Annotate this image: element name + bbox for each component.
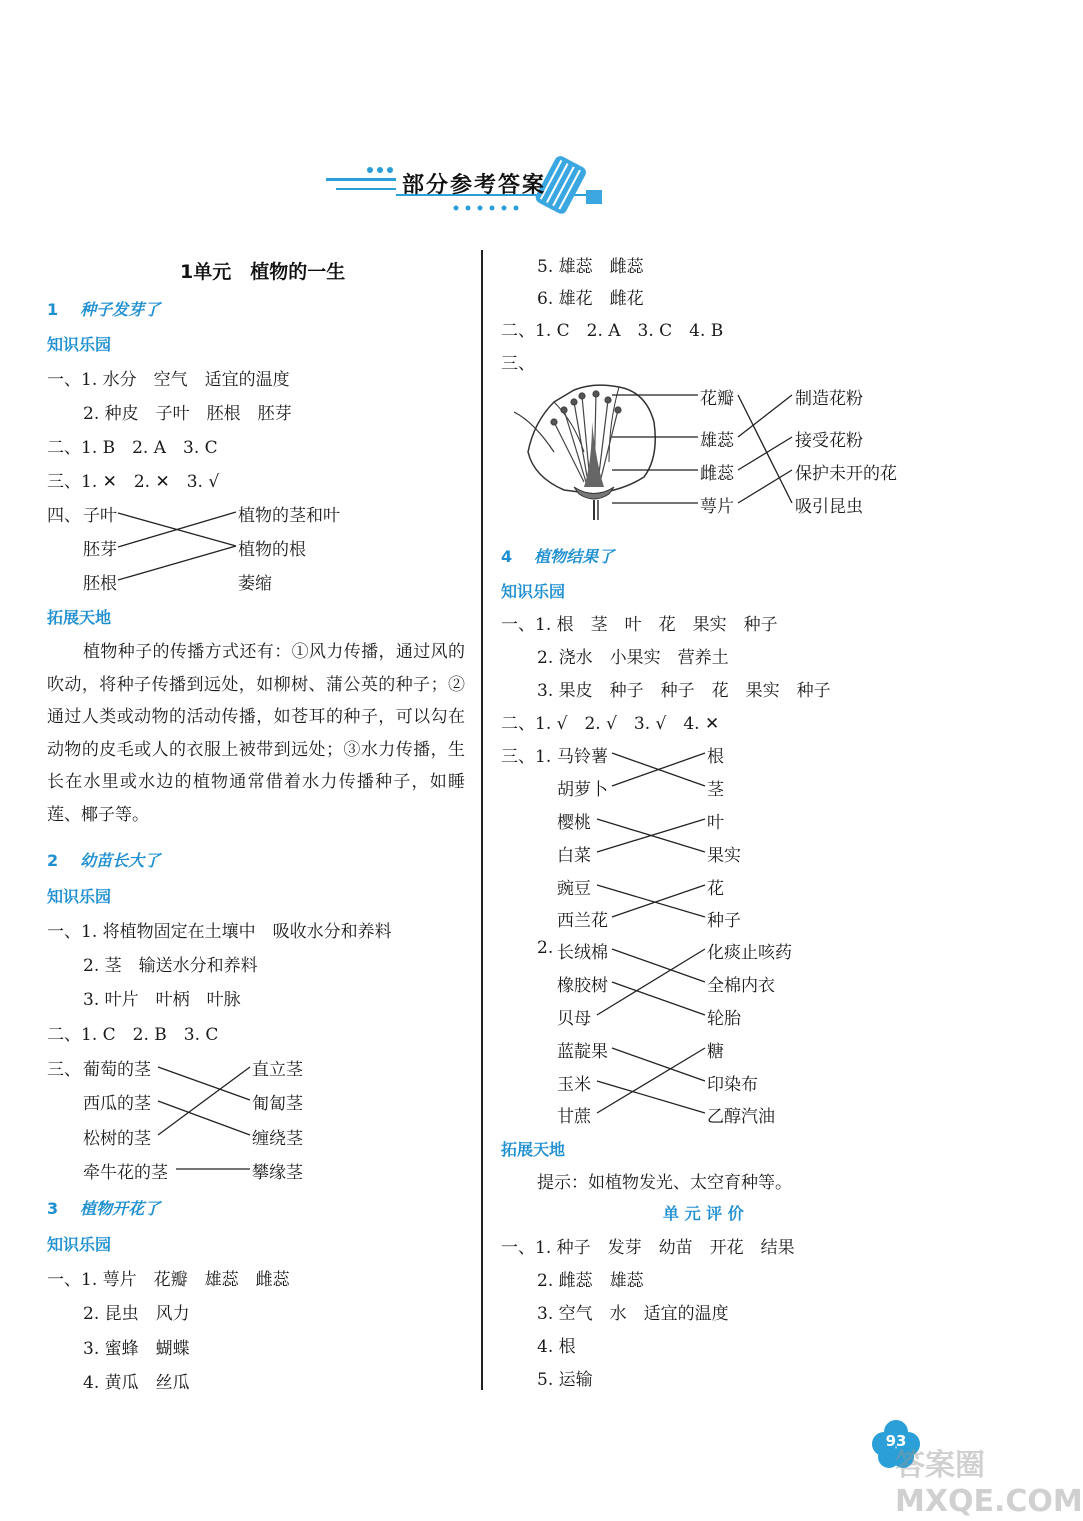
lesson-number: 4	[501, 547, 513, 566]
answer-line: 4. 根	[537, 1337, 576, 1357]
connector-line	[597, 1048, 705, 1113]
answer-line: 三、	[501, 354, 535, 374]
match-left-item: 马铃薯	[557, 747, 608, 767]
answer-line: 2. 茎 输送水分和养料	[83, 956, 258, 976]
match-left-item: 豌豆	[557, 879, 591, 899]
flower-function-label: 保护未开的花	[795, 464, 897, 484]
answer-line: 2. 昆虫 风力	[83, 1304, 190, 1324]
connector-line	[738, 395, 792, 503]
lesson-title-4	[501, 544, 614, 567]
match-right-item: 花	[707, 879, 724, 899]
answer-line: 一、1. 水分 空气 适宜的温度	[47, 370, 290, 390]
unit-title: 1单元 植物的一生	[180, 261, 346, 283]
match-left-item: 玉米	[557, 1075, 591, 1095]
answer-line: 3. 叶片 叶柄 叶脉	[83, 990, 241, 1010]
answer-line: 5. 雄蕊 雌蕊	[537, 257, 644, 277]
lesson-title-1	[47, 297, 160, 320]
section-title: 知识乐园	[47, 335, 112, 354]
match-right-item: 印染布	[707, 1075, 758, 1095]
connector-line	[597, 949, 705, 1015]
answer-line: 二、1. B 2. A 3. C	[47, 438, 218, 458]
match-left-item: 长绒棉	[557, 943, 608, 963]
match-prefix: 2.	[537, 938, 554, 958]
match-prefix: 三、	[47, 1060, 81, 1080]
match-right-item: 化痰止咳药	[707, 943, 792, 963]
connector-line	[612, 949, 705, 982]
match-right-item: 植物的根	[238, 540, 306, 560]
answer-line: 二、1. C 2. B 3. C	[47, 1025, 219, 1045]
answer-line: 一、1. 萼片 花瓣 雄蕊 雌蕊	[47, 1270, 290, 1290]
match-left-item: 胚根	[83, 574, 117, 594]
match-right-item: 根	[707, 747, 724, 767]
answer-line: 3. 空气 水 适宜的温度	[537, 1304, 729, 1324]
evaluation-title: 单 元 评 价	[663, 1204, 744, 1223]
answer-line: 一、1. 将植物固定在土壤中 吸收水分和养料	[47, 922, 392, 942]
match-left-item: 松树的茎	[83, 1129, 151, 1149]
connector-line	[597, 1081, 705, 1113]
lesson-name: 植物结果了	[534, 547, 615, 566]
match-right-item: 种子	[707, 911, 741, 931]
lesson-number: 1	[47, 300, 59, 319]
flower-part-label: 萼片	[700, 497, 734, 517]
answer-line: 二、1. C 2. A 3. C 4. B	[501, 321, 724, 341]
lesson-name: 植物开花了	[80, 1199, 161, 1218]
match-left-item: 西兰花	[557, 911, 608, 931]
flower-part-label: 雄蕊	[700, 431, 734, 451]
lesson-title-3	[47, 1196, 160, 1219]
lesson-name: 幼苗长大了	[80, 851, 161, 870]
match-left-item: 胚芽	[83, 540, 117, 560]
match-left-item: 牵牛花的茎	[83, 1163, 168, 1183]
connector-line	[612, 982, 705, 1015]
connector-line	[597, 885, 705, 917]
match-right-item: 攀缘茎	[252, 1163, 303, 1183]
connector-line	[118, 513, 236, 546]
section-title: 拓展天地	[47, 608, 112, 627]
answer-line: 一、1. 根 茎 叶 花 果实 种子	[501, 615, 778, 635]
watermark-text: 答案圈 MXQE.COM	[895, 1448, 1083, 1519]
answer-line: 2. 种皮 子叶 胚根 胚芽	[83, 404, 292, 424]
match-right-item: 果实	[707, 846, 741, 866]
connector-line	[158, 1067, 250, 1135]
column-divider	[481, 250, 483, 1390]
flower-function-label: 吸引昆虫	[795, 497, 863, 517]
match-right-item: 糖	[707, 1042, 724, 1062]
lesson-name: 种子发芽了	[80, 300, 161, 319]
page-header	[326, 150, 666, 222]
match-left-item: 蓝靛果	[557, 1042, 608, 1062]
match-left-item: 白菜	[557, 846, 591, 866]
match-left-item: 葡萄的茎	[83, 1060, 151, 1080]
connector-line	[158, 1067, 250, 1100]
match-right-item: 全棉内衣	[707, 976, 775, 996]
answer-line: 4. 黄瓜 丝瓜	[83, 1373, 190, 1393]
answer-line: 3. 果皮 种子 种子 花 果实 种子	[537, 681, 831, 701]
section-title: 拓展天地	[501, 1140, 566, 1159]
extension-paragraph: 植物种子的传播方式还有：①风力传播，通过风的吹动，将种子传播到远处，如柳树、蒲公英的种子；②通过人类或动物的活动传播，如苍耳的种子，可以勾在动物的皮毛或人的衣服上被带到远处；③水力传播，生长在水里或水边的植物通常借着水力传播种子，如睡莲、椰子等。	[47, 642, 465, 825]
section-title: 知识乐园	[501, 582, 566, 601]
match-left-item: 樱桃	[557, 813, 591, 833]
lesson-number: 3	[47, 1199, 59, 1218]
match-left-item: 西瓜的茎	[83, 1094, 151, 1114]
match-right-item: 萎缩	[238, 574, 272, 594]
connector-line	[597, 819, 705, 852]
flower-part-label: 雌蕊	[700, 464, 734, 484]
match-right-item: 直立茎	[252, 1060, 303, 1080]
match-right-item: 轮胎	[707, 1009, 741, 1029]
answer-line: 2. 雌蕊 雄蕊	[537, 1271, 644, 1291]
connector-line	[597, 819, 705, 852]
flower-function-label: 接受花粉	[795, 431, 863, 451]
connector-line	[612, 885, 705, 917]
connector-line	[158, 1101, 250, 1135]
flower-function-label: 制造花粉	[795, 389, 863, 409]
match-right-item: 缠绕茎	[252, 1129, 303, 1149]
watermark	[895, 1440, 1083, 1519]
match-left-item: 橡胶树	[557, 976, 608, 996]
match-right-item: 匍匐茎	[252, 1094, 303, 1114]
section-title: 知识乐园	[47, 887, 112, 906]
match-left-item: 甘蔗	[557, 1107, 591, 1127]
answer-line: 2. 浇水 小果实 营养土	[537, 648, 729, 668]
lesson-number: 2	[47, 851, 59, 870]
connector-line	[738, 437, 792, 470]
connector-line	[738, 395, 792, 437]
match-right-item: 叶	[707, 813, 724, 833]
match-prefix: 三、1.	[501, 747, 552, 767]
connector-line	[118, 512, 236, 547]
answer-line: 6. 雄花 雌花	[537, 289, 644, 309]
lesson-title-2	[47, 848, 160, 871]
connector-line	[118, 546, 236, 580]
match-left-item: 子叶	[83, 506, 117, 526]
match-left-item: 胡萝卜	[557, 780, 608, 800]
answer-line: 三、1. ✕ 2. ✕ 3. √	[47, 472, 220, 492]
connector-line	[612, 1048, 705, 1081]
connector-line	[612, 753, 705, 786]
answer-line: 一、1. 种子 发芽 幼苗 开花 结果	[501, 1238, 795, 1258]
hint-line: 提示：如植物发光、太空育种等。	[537, 1173, 792, 1193]
answer-line: 5. 运输	[537, 1370, 593, 1390]
match-left-item: 贝母	[557, 1009, 591, 1029]
connector-line	[738, 470, 792, 503]
page-title: 部分参考答案	[402, 173, 547, 198]
match-right-item: 植物的茎和叶	[238, 506, 340, 526]
flower-part-label: 花瓣	[700, 389, 734, 409]
connector-line	[612, 753, 705, 786]
page-number: 93	[885, 1432, 907, 1450]
match-right-item: 乙醇汽油	[707, 1107, 775, 1127]
flower-diagram-icon	[514, 382, 674, 522]
answer-line: 二、1. √ 2. √ 3. √ 4. ✕	[501, 714, 720, 734]
match-right-item: 茎	[707, 780, 724, 800]
answer-line: 3. 蜜蜂 蝴蝶	[83, 1339, 190, 1359]
match-prefix: 四、	[47, 506, 81, 526]
section-title: 知识乐园	[47, 1235, 112, 1254]
